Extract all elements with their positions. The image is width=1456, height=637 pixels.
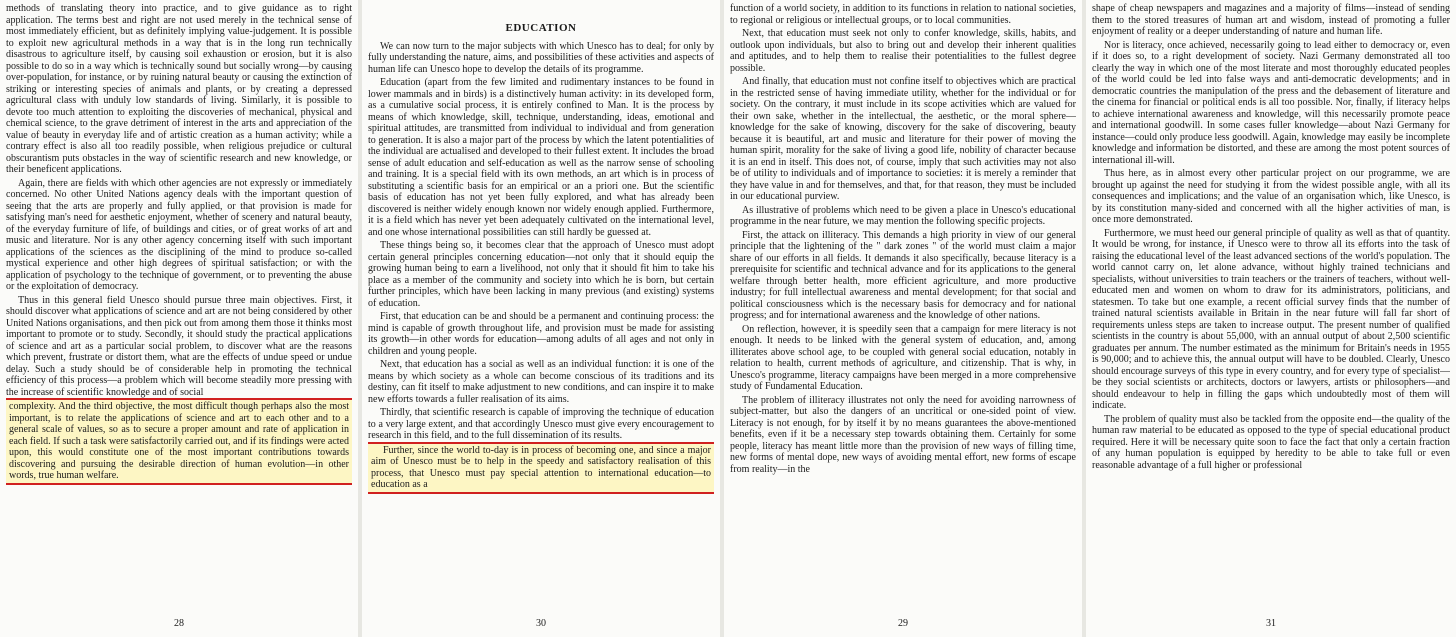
paragraph: As illustrative of problems which need to be given a place in Unesco's educational programme in the near future, we may mention the following specific projects. [730,204,1076,227]
paragraph: function of a world society, in addition to its functions in relation to national societies, to regional or religious or intellectual groups, or to local communities. [730,3,1076,26]
page-number: 28 [174,618,184,629]
page-29 [724,0,1082,637]
page-31 [1086,0,1456,637]
section-heading: EDUCATION [505,22,577,34]
page-number: 30 [536,618,546,629]
paragraph: First, that education can be and should be a permanent and continuing process: the mind is capable of growth throughout life, and provision must be made for assisting its growth—in other words for education—among adults of all ages and not only in children and young people. [368,311,714,357]
paragraph: Thus here, as in almost every other particular project on our programme, we are brought up against the need for studying it from the widest possible angle, with all its consequences and implications; and the value of an organisation which, like Unesco, is by its constitution many-sided and concerned with all the higher activities of man, is once more demonstrated. [1092,168,1450,225]
highlighted-passage: complexity. And the third objective, the most difficult though perhaps also the most important, is to relate the applications of science and art to each other and to a general scale of values, so as to secure a proper amount and rate of application in each field. If such a task were satisfactorily carried out, and if its findings were acted upon, this would constitute one of the most important contributions towards discovering and pursuing the desirable direction of human evolution—in other words, true human welfare. [6,400,352,483]
paragraph: We can now turn to the major subjects with which Unesco has to deal; for only by fully understanding the nature, aims, and possibilities of these activities and aspects of human life can Unesco hope to develop the details of its programme. [368,40,714,75]
page-number: 31 [1266,618,1276,629]
paragraph: These things being so, it becomes clear that the approach of Unesco must adopt certain general principles concerning education—not only that it should equip the growing human being to earn a livelihood, not only that it should fit him to take his place as a member of the community and society into which he is born, but certain further principles, which have been lacking in many previous (and existing) systems of education. [368,240,714,309]
paragraph: Next, that education has a social as well as an individual function: it is one of the means by which society as a whole can become conscious of its traditions and its destiny, can fit itself to make adjustment to new conditions, and can inspire it to make new efforts towards a fuller realisation of its aims. [368,359,714,405]
paragraph: On reflection, however, it is speedily seen that a campaign for mere literacy is not enough. It needs to be linked with the general system of education, and, among illiterates above school age, to be coupled with general social education, notably in relation to health, current methods of agriculture, and citizenship. That is why, in Unesco's programme, literacy campaigns have been merged in a more comprehensive study of Fundamental Education. [730,323,1076,392]
paragraph: First, the attack on illiteracy. This demands a high priority in view of our general principle that the lightening of the " dark zones " of the world must claim a major share of our efforts in all fields. It demands it also specifically, because literacy is a prerequisite for scientific and technical advance and for its applications to the general welfare through better health, more efficient agriculture, and more productive industry; for full intellectual awareness and mental development; for that social and political consciousness which is the necessary basis for democracy and for national progress; and for international awareness and the knowledge of other nations. [730,229,1076,321]
page-30 [362,0,720,637]
paragraph: And finally, that education must not confine itself to objectives which are practical in the restricted sense of having immediate utility, whether for the individual or for society. On the contrary, it must include in its scope activities which are valued for their own sake, whether in the intellectual, the aesthetic, or the moral sphere—knowledge for the sake of knowing, discovery for the sake of discovering, beauty because it is beautiful, art and music and literature for their power of moving the human spirit, morality for the sake of living a good life, nobility of character because it is an end in itself. This does not, of course, imply that such activities may not also be of utility to individuals and of importance to societies: it is merely a reminder that they have value in and for themselves, and that, for that reason, they must be included in our educational purview. [730,76,1076,202]
paragraph: Education (apart from the few limited and rudimentary instances to be found in lower mammals and in birds) is a distinctively human activity: in its developed form, as a cumulative social process, it is entirely confined to Man. It is the process by means of which knowledge, skill, technique, understanding, ideas, emotional and spiritual attitudes, are transmitted from individual to individual and from generation to generation. It is also a major part of the process by which the latent potentialities of the individual are actualised and developed to their fullest extent. It includes the broad sense of adult education and self-education as well as the narrow sense of schooling and training. It is a special field with its own methods, an art which is in process of substituting a scientific basis for an empirical or an a priori one. But the scientific basis of education has not yet been fully explored, and what has already been discovered is neither widely enough known nor widely enough applied. Furthermore, it is a field which has never yet been adequately cultivated on the international level, and one whose international possibilities can still hardly be guessed at. [368,77,714,238]
paragraph: shape of cheap newspapers and magazines and a majority of films—instead of sending them to the stored treasures of human art and wisdom, instead of promoting a fuller enjoyment of reality or a deeper understanding of nature and human life. [1092,3,1450,37]
paragraph: Thus in this general field Unesco should pursue three main objectives. First, it should discover what applications of science and art are not being considered by other United Nations organisations, and then pick out from among them those it thinks most important to promote or to study. Secondly, it should study the practical applications of science and art as a particular social problem, to discover what are the reasons which prevent, frustrate or distort them, what are the effects of undue speed or undue delay. Such a study should be of considerable help in promoting the technical efficiency of this process—a problem which will become steadily more pressing with the increase of scientific knowledge and of social [6,294,352,398]
paragraph: Nor is literacy, once achieved, necessarily going to lead either to democracy or, even if it does so, to a right development of society. Nazi Germany demonstrated all too clearly the way in which one of the most literate and most thoroughly educated peoples of the world could be led into false ways and anti-democratic developments; and in democratic countries the manipulation of the press and the debasement of literature and the cinema for financial or political ends is all too possible. Nor, finally, if literacy helps to achieve international awareness and knowledge, will this necessarily promote peace and international goodwill. In some cases fuller knowledge—about Nazi Germany for instance—could only produce less goodwill. Again, knowledge may easily be incomplete knowledge and information be distorted, and these are among the most potent sources of international ill-will. [1092,39,1450,166]
paragraph: methods of translating theory into practice, and to give guidance as to right application. The terms best and right are not used merely in the technical sense of most immediately efficient, but as definitely implying value-judgement. It is possible to exploit new agricultural methods in a way that is in the long run technically disastrous to agriculture itself, by causing soil exhaustion or erosion, but it is also possible to do so in a way which is technically sound but socially wrong—by causing over-population, for instance, or by ruining natural beauty or causing the extinction of striking or interesting species of animals and plants, or by creating a depressed agricultural class with unduly low standards of living. Similarly, it is possible to devote too much attention to exploiting the discoveries of mechanical, physical and chemical science, to the grave detriment of interest in the arts and appreciation of the value of beauty in everyday life and of artistic creation as a human activity; while a contrary effect is also all too readily possible, when religious prejudice or cultural obscurantism puts obstacles in the way of scientific research and new knowledge, or their beneficent applications. [6,3,352,175]
highlighted-passage: Further, since the world to-day is in process of becoming one, and since a major aim of Unesco must be to help in the speedy and satisfactory realisation of this process, that Unesco must pay special attention to international education—to education as a [368,444,714,492]
paragraph: Furthermore, we must heed our general principle of quality as well as that of quantity. It would be wrong, for instance, if Unesco were to throw all its efforts into the task of raising the educational level of the least advanced sections of the world's population. The world cannot carry on, let alone advance, without highly trained technicians and specialists, without universities to train teachers or the trainers of teachers, without well-educated men and women on whom to draw for its administrators, politicians, and statesmen. To take but one example, a recent official survey finds that the number of trained natural scientists available in Britain in the near future will fall far short of requirements unless steps are taken to increase output. The present number of qualified scientists in the country is about 55,000, with an annual output of about 2,500 scientific graduates per annum. The number estimated as the minimum for Britain's needs in 1955 is 90,000; and to achieve this, the annual output will have to be doubled. Clearly, Unesco should encourage surveys of this type in every country, and for every type of specialist—be they social scientists or architects, doctors or lawyers, artists or philosophers—and should endeavour to help in filling the gaps which undoubtedly most of them will indicate. [1092,227,1450,411]
paragraph: Thirdly, that scientific research is capable of improving the technique of education to a very large extent, and that accordingly Unesco must give every encouragement to research in this field, and to the full dissemination of its results. [368,407,714,441]
page-31-text [1092,3,1450,603]
paragraph: Next, that education must seek not only to confer knowledge, skills, habits, and outlook upon individuals, but also to bring out and develop their inherent qualities and aptitudes, and to help them to realise their potentialities to the fullest degree possible. [730,28,1076,74]
paragraph: Again, there are fields with which other agencies are not expressly or immediately concerned. No other United Nations agency deals with the important question of seeing that the arts are properly and fully applied, or that provision is made for satisfying man's need for aesthetic enjoyment, whether of scenery and natural beauty, of the everyday furniture of life, of buildings and cities, or of great works of art and music and literature. Nor is any other agency concerning itself with such important applications of the sciences as the disciplining of the mind to produce so-called mystical experience and other high degrees of spiritual satisfaction; or with the application of psychology to the technique of government, or to preventing the abuse or the exploitation of democracy. [6,177,352,292]
page-28-text [6,3,352,603]
paragraph: The problem of illiteracy illustrates not only the need for avoiding narrowness of subject-matter, but also the dangers of an uncritical or one-sided point of view. Literacy is not enough, for by itself it by no means guarantees the above-mentioned benefits, even if it be a necessary step towards obtaining them. Certainly for some people, literacy has meant little more than the provision of new ways of filling time, new forms of mental dope, new ways of avoiding mental effort, new forms of escape from reality—in the [730,394,1076,475]
page-29-text [730,3,1076,603]
page-28 [0,0,358,637]
page-number: 29 [898,618,908,629]
paragraph: The problem of quality must also be tackled from the opposite end—the quality of the human raw material to be educated as opposed to the type of special educational product required. Here it will be necessary quite soon to face the fact that only a certain fraction of any human population is equipped by heredity to be able to take full or even reasonable advantage of a full higher or professional [1092,413,1450,471]
page-30-text [368,3,714,603]
